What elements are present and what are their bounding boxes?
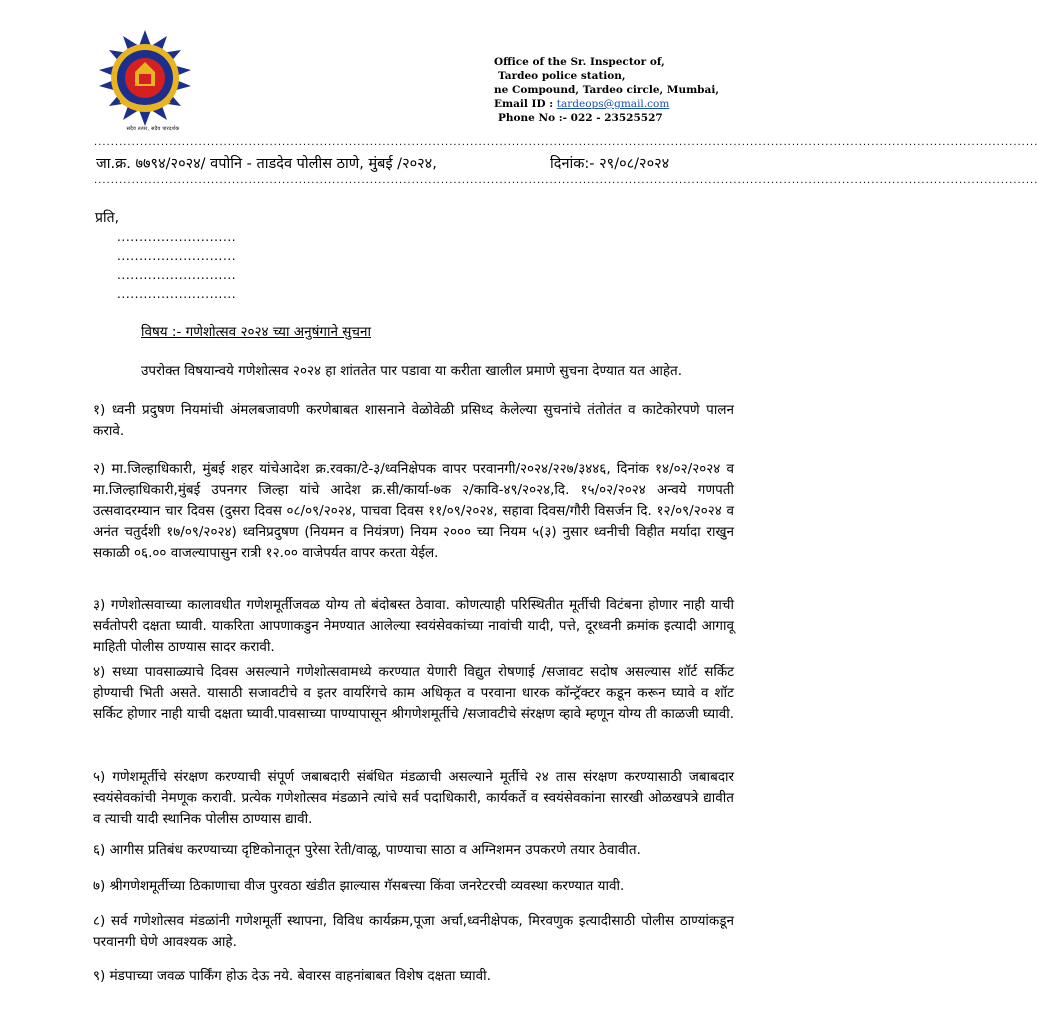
- email-label: Email ID :: [494, 98, 554, 110]
- mumbai-police-logo: [95, 28, 195, 138]
- office-line-1: Office of the Sr. Inspector of,: [494, 56, 665, 68]
- reference-number: जा.क्र. ७७९४/२०२४/ वपोनि - ताडदेव पोलीस ठाणे, मुंबई /२०२४,: [96, 156, 437, 172]
- letter-date: दिनांक:- २९/०८/२०२४: [550, 156, 670, 172]
- instruction-point-9: ९) मंडपाच्या जवळ पार्किंग होऊ देऊ नये. बेवारस वाहनांबाबत विशेष दक्षता घ्यावी.: [93, 968, 491, 984]
- instruction-point-4: ४) सध्या पावसाळ्याचे दिवस असल्याने गणेशोत्सवामध्ये करण्यात येणारी विद्युत रोषणाई /सजावट सदोष असल्यास शॉर्ट सर्किट होण्याची भिती असते. यासाठी सजावटीचे व इतर वायरिंगचे काम अधिकृत व परवाना धारक कॉन्ट्रॅक्टर कडून करून घ्यावे व शॉट सर्किट होणार नाही याची दक्षता घ्यावी.पावसाच्या पाण्यापासून श्रीगणेशमूर्तीचे /सजावटीचे संरक्षण व्हावे म्हणून योग्य ती काळजी घ्यावी.: [93, 664, 734, 722]
- instruction-point-6: ६) आगीस प्रतिबंध करण्याच्या दृष्टिकोनातून पुरेसा रेती/वाळू, पाण्याचा साठा व अग्निशमन उपकरणे तयार ठेवावीत.: [93, 842, 641, 858]
- instruction-point-8: ८) सर्व गणेशोत्सव मंडळांनी गणेशमूर्ती स्थापना, विविध कार्यक्रम,पूजा अर्चा,ध्वनीक्षेपक, मिरवणुक इत्यादीसाठी पोलीस ठाण्यांकडून परवानगी घेणे आवश्यक आहे.: [93, 913, 734, 950]
- instruction-point-3: ३) गणेशोत्सवाच्या कालावधीत गणेशमूर्तीजवळ योग्य तो बंदोबस्त ठेवावा. कोणत्याही परिस्थितीत मूर्तीची विटंबना होणार नाही याची सर्वतोपरी दक्षता घ्यावी. याकरिता आपणाकडुन नेमण्यात आलेल्या स्वयंसेवकांच्या नावांची यादी, पत्ते, दूरध्वनी क्रमांक इत्यादी आगावू माहिती पोलीस ठाण्यास सादर करावी.: [93, 597, 734, 655]
- dotted-separator-bottom: ..................................................................................................................................................................................................................................: [94, 175, 1038, 186]
- office-line-2: Tardeo police station,: [498, 70, 626, 82]
- recipient-address-line: ...........................: [117, 230, 237, 244]
- recipient-address-line: ...........................: [117, 249, 237, 263]
- instruction-point-5: ५) गणेशमूर्तीचे संरक्षण करण्याची संपूर्ण जबाबदारी संबंधित मंडळाची असल्याने मूर्तीचे २४ तास संरक्षण करण्यासाठी जबाबदार स्वयंसेवकांची नेमणूक करावी. प्रत्येक गणेशोत्सव मंडळाने त्यांचे सर्व पदाधिकारी, कार्यकर्ते व स्वयंसेवकांना सारखी ओळखपत्रे द्यावीत व त्याची यादी स्थानिक पोलीस ठाण्यास द्यावी.: [93, 769, 734, 827]
- subject-line: विषय :- गणेशोत्सव २०२४ च्या अनुषंगाने सुचना: [141, 324, 371, 340]
- instruction-point-7: ७) श्रीगणेशमूर्तीच्या ठिकाणाचा वीज पुरवठा खंडीत झाल्यास गॅसबत्त्या किंवा जनरेटरची व्यवस्था करण्यात यावी.: [93, 878, 625, 894]
- office-line-3: ne Compound, Tardeo circle, Mumbai,: [494, 84, 719, 96]
- reference-line: [96, 153, 736, 173]
- office-address-block: [494, 55, 764, 125]
- email-row: [494, 97, 764, 111]
- instruction-point-1: १) ध्वनी प्रदुषण नियमांची अंमलबजावणी करणेबाबत शासनाने वेळोवेळी प्रसिध्द केलेल्या सुचनांचे तंतोतंत व काटेकोरपणे पालन करावे.: [93, 402, 734, 439]
- email-link[interactable]: tardeops@gmail.com: [556, 98, 670, 110]
- recipient-salutation: प्रति,: [95, 210, 120, 226]
- recipient-address-line: ...........................: [117, 268, 237, 282]
- recipient-address-line: ...........................: [117, 287, 237, 301]
- logo-motto-text: सदैव तत्पर, सदैव पारदर्शक: [126, 126, 180, 132]
- intro-paragraph: उपरोक्त विषयान्वये गणेशोत्सव २०२४ हा शांततेत पार पडावा या करीता खालील प्रमाणे सुचना देण्यात यत आहेत.: [141, 363, 683, 379]
- phone-number: Phone No :- 022 - 23525527: [498, 112, 663, 124]
- dotted-separator-top: ..................................................................................................................................................................................................................................: [94, 137, 1038, 148]
- instruction-point-2: २) मा.जिल्हाधिकारी, मुंबई शहर यांचेआदेश क्र.रवका/टे-३/ध्वनिक्षेपक वापर परवानगी/२०२४/२२७/३४४६, दिनांक १४/०२/२०२४ व मा.जिल्हाधिकारी,मुंबई उपनगर जिल्हा यांचे आदेश क्र.सी/कार्या-७क २/कावि-४९/२०२४,दि. १५/०२/२०२४ अन्वये गणपती उत्सवादरम्यान चार दिवस (दुसरा दिवस ०८/०९/२०२४, पाचवा दिवस ११/०९/२०२४, सहावा दिवस/गौरी विसर्जन दि. १२/०९/२०२४ व अनंत चतुर्दशी १७/०९/२०२४) ध्वनिप्रदुषण (नियमन व नियंत्रण) नियम २००० च्या नियम ५(३) नुसार ध्वनीची विहीत मर्यादा राखुन सकाळी ०६.०० वाजल्यापासुन रात्री १२.०० वाजेपर्यत वापर करता येईल.: [93, 461, 734, 561]
